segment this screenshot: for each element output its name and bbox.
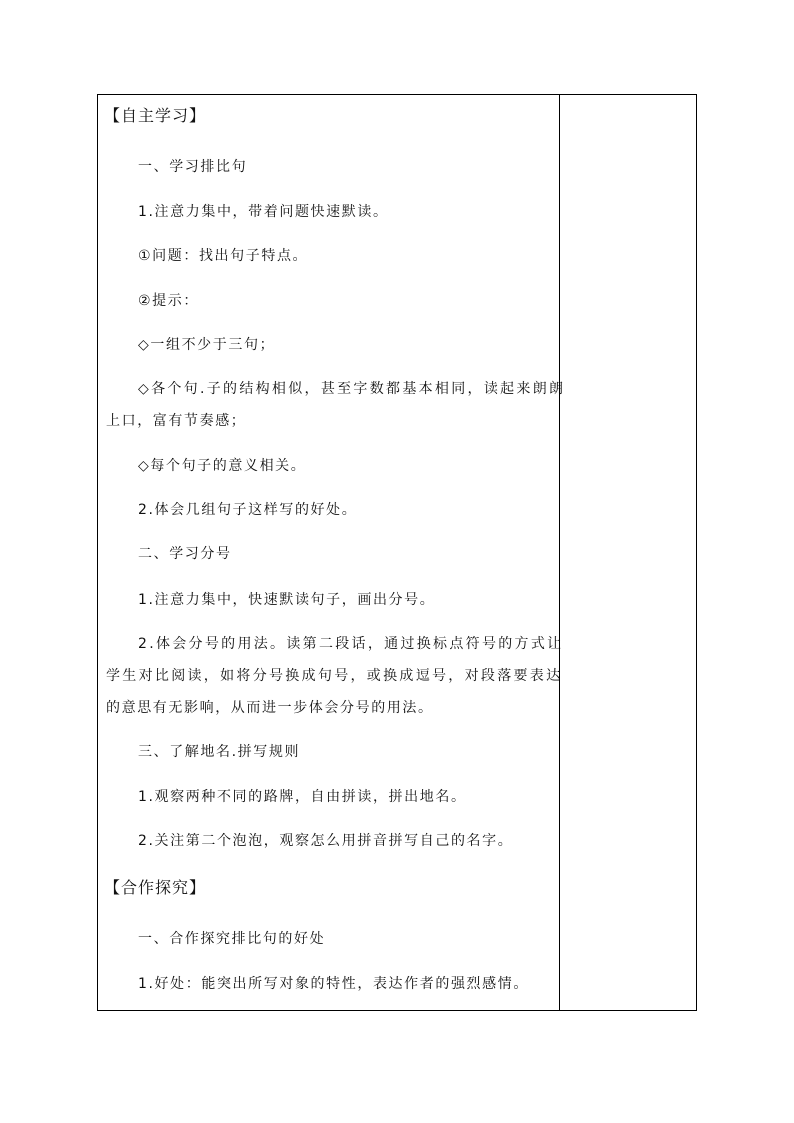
section-heading-cooperative-inquiry: 【合作探究】 [104,878,207,897]
paragraph: 的意思有无影响，从而进一步体会分号的用法。 [106,700,434,716]
notes-cell [560,95,696,1010]
subheading-place-names: 三、了解地名.拼写规则 [138,744,301,760]
paragraph: 1.注意力集中，带着问题快速默读。 [138,204,389,220]
paragraph: 2.体会分号的用法。读第二段话，通过换标点符号的方式让 [138,636,564,652]
paragraph: 2.体会几组句子这样写的好处。 [138,502,358,518]
paragraph: 1.注意力集中，快速默读句子，画出分号。 [138,592,436,608]
subheading-parallelism: 一、学习排比句 [138,159,248,175]
paragraph: ◇每个句子的意义相关。 [138,458,307,474]
paragraph: 2.关注第二个泡泡，观察怎么用拼音拼写自己的名字。 [138,833,514,849]
paragraph: 上口，富有节奏感； [106,413,247,429]
subheading-semicolon: 二、学习分号 [138,546,232,562]
paragraph: 1.观察两种不同的路牌，自由拼读，拼出地名。 [138,789,467,805]
paragraph: ①问题：找出句子特点。 [138,248,309,264]
subheading-parallelism-benefits: 一、合作探究排比句的好处 [138,931,326,947]
lesson-table [97,94,697,1011]
paragraph: 1.好处：能突出所写对象的特性，表达作者的强烈感情。 [138,976,529,992]
section-heading-self-study: 【自主学习】 [104,106,207,125]
paragraph: 学生对比阅读，如将分号换成句号，或换成逗号，对段落要表达 [106,668,563,684]
main-content-cell [98,95,566,1010]
paragraph: ◇一组不少于三句； [138,337,276,353]
paragraph: ◇各个句.子的结构相似，甚至字数都基本相同，读起来朗朗 [138,381,566,397]
paragraph: ②提示： [138,293,199,309]
